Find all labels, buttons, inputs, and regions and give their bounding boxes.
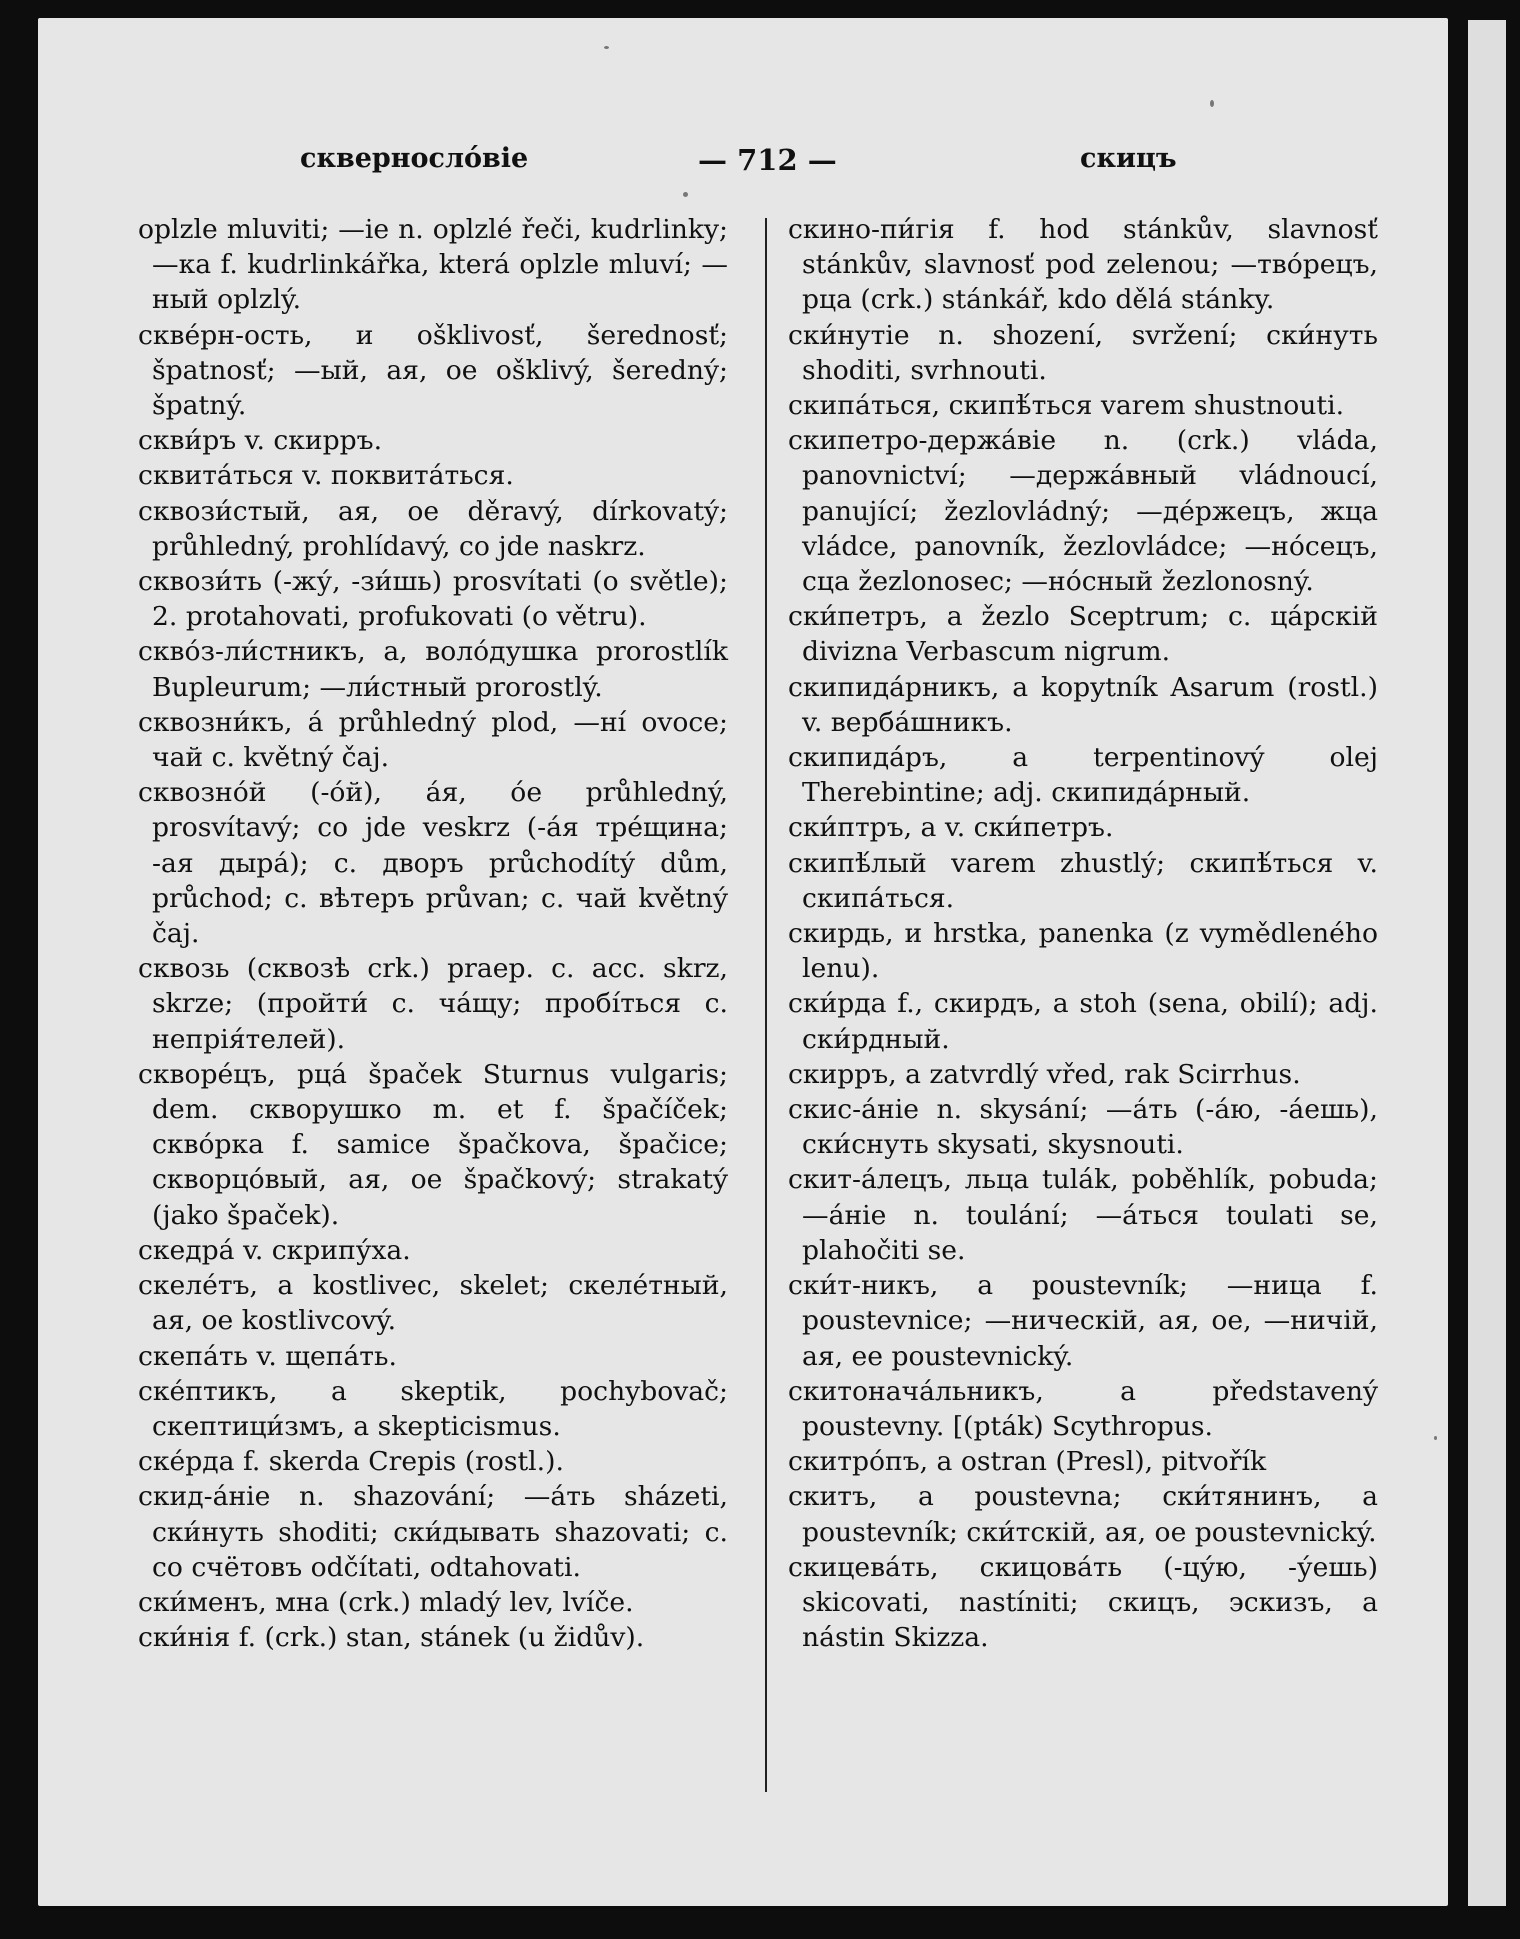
paper-speck — [1434, 1436, 1437, 1440]
entry: скве́рн-ость, и ošklivosť, šerednosť; špatnosť; —ый, ая, ое ošklivý, šeredný; špatný. — [138, 319, 728, 422]
entry: скви́ръ v. скирръ. — [138, 425, 383, 457]
entry: скит-а́лецъ, льца tulák, poběhlík, pobuda; —а́ніе n. toulání; —а́ться toulati se, plahočiti se. — [788, 1164, 1378, 1266]
entry: ске́рда f. skerda Crepis (rostl.). — [138, 1446, 564, 1478]
entry: ски́нія f. (crk.) stan, stánek (u židův). — [138, 1622, 645, 1654]
entry: oplzle mluviti; —ie n. oplzlé řeči, kudrlinky; —ка f. kudrlinkářka, která oplzle mluví; —ный oplzlý. — [138, 214, 728, 316]
entry: ски́рда f., скирдъ, а stoh (sena, obilí); adj. ски́рдный. — [788, 988, 1378, 1055]
left-column — [138, 212, 728, 1655]
entry: скипетро-держа́віе n. (crk.) vláda, panovnictví; —держа́вный vládnoucí, panující; žezlovládný; —де́ржецъ, жца vládce, panovník, žezlovládce; —но́сецъ, сца žezlonosec; —но́сный žezlonosný. — [788, 425, 1378, 598]
entry: скипа́ться, скипѣ́ться varem shustnouti. — [788, 390, 1345, 422]
entry: скипѣ́лый varem zhustlý; скипѣ́ться v. скипа́ться. — [788, 847, 1378, 914]
entry: скино-пи́гія f. hod stánkův, slavnosť stánkův, slavnosť pod zelenou; —тво́рецъ, рца (crk.) stánkář, kdo dělá stánky. — [788, 214, 1378, 316]
entry: скворе́цъ, рца́ špaček Sturnus vulgaris; dem. скворушко m. et f. špačíček; скво́рка f. samice špačkova, špačice; скворцо́вый, ая, ое špačkový; strakatý (jako špaček). — [138, 1058, 728, 1231]
page-number: — 712 — — [698, 143, 837, 177]
entry: ски́менъ, мна (crk.) mladý lev, lvíče. — [138, 1586, 634, 1618]
entry: скедра́ v. скрипу́ха. — [138, 1234, 411, 1266]
header-last-word: скицъ — [1080, 143, 1177, 174]
entry: скво́з-ли́стникъ, а, воло́душка prorostlík Bupleurum; —ли́стный prorostlý. — [138, 636, 728, 703]
entry: ски́т-никъ, а poustevník; —ница f. poustevnice; —ническій, ая, ое, —ничій, ая, ее poustevnický. — [788, 1270, 1378, 1372]
entry: скид-а́ніе n. shazování; —а́ть sházeti, ски́нуть shoditi; ски́дывать shazovati; с. со счётовъ odčítati, odtahovati. — [138, 1481, 728, 1583]
paper-speck — [604, 46, 609, 49]
entry: ски́нутіе n. shození, svržení; ски́нуть shoditi, svrhnouti. — [788, 319, 1378, 386]
entry: скирръ, а zatvrdlý vřed, rak Scirrhus. — [788, 1058, 1301, 1090]
entry: скитро́пъ, а ostran (Presl), pitvořík — [788, 1446, 1267, 1478]
entry: ски́птръ, а v. ски́петръ. — [788, 812, 1114, 844]
entry: скипида́рникъ, а kopytník Asarum (rostl.) v. верба́шникъ. — [788, 671, 1378, 738]
column-divider — [765, 218, 767, 1792]
header-first-word: скверносло́віе — [300, 143, 529, 174]
entry: сквози́стый, ая, ое děravý, dírkovatý; průhledný, prohlídavý, co jde naskrz. — [138, 495, 728, 562]
entry: сквозни́къ, а́ průhledný plod, —ні́ ovoce; чай с. květný čaj. — [138, 706, 728, 774]
entry: скирдь, и hrstka, panenka (z vymědleného lenu). — [788, 918, 1378, 985]
entry: сквозно́й (-о́й), а́я, о́е průhledný, prosvítavý; co jde veskrz (-а́я тре́щина; -ая дыра́); с. дворъ průchodítý dům, průchod; с. вѣтеръ průvan; с. чай květný čaj. — [138, 777, 728, 950]
paper-speck — [1210, 100, 1214, 107]
entry: скипида́ръ, а terpentinový olej Therebintine; adj. скипида́рный. — [788, 742, 1378, 809]
paper-speck — [683, 192, 688, 197]
entry: сквита́ться v. поквита́ться. — [138, 460, 514, 492]
entry: скепа́ть v. щепа́ть. — [138, 1340, 397, 1372]
running-header — [260, 143, 1177, 183]
entry: скитъ, а poustevna; ски́тянинъ, а poustevník; ски́тскій, ая, ое poustevnický. — [788, 1481, 1378, 1548]
entry: ске́птикъ, а skeptik, pochybovač; скептици́змъ, а skepticismus. — [138, 1375, 728, 1442]
entry: скитонача́льникъ, а představený poustevny. [(pták) Scythropus. — [788, 1375, 1378, 1442]
entry: сквозь (сквозѣ crk.) praep. c. acc. skrz, skrze; (пройти́ с. ча́щу; пробі́ться с. непрія́телей). — [138, 953, 728, 1055]
entry: скеле́тъ, а kostlivec, skelet; скеле́тный, ая, ое kostlivcový. — [138, 1270, 728, 1337]
entry: скицева́ть, скицова́ть (-цу́ю, -у́ешь) skicovati, nastíniti; скицъ, эскизъ, а nástin Skizza. — [788, 1551, 1378, 1654]
entry: ски́петръ, а žezlo Sceptrum; с. ца́рскій divizna Verbascum nigrum. — [788, 601, 1378, 668]
entry: скис-а́ніе n. skysání; —а́ть (-а́ю, -а́ешь), ски́снуть skysati, skysnouti. — [788, 1094, 1378, 1161]
right-column — [788, 212, 1378, 1655]
entry: сквози́ть (-жу́, -зи́шь) prosvítati (o světle); 2. protahovati, profukovati (o větru). — [138, 566, 728, 633]
adjacent-page-edge — [1468, 20, 1506, 1906]
